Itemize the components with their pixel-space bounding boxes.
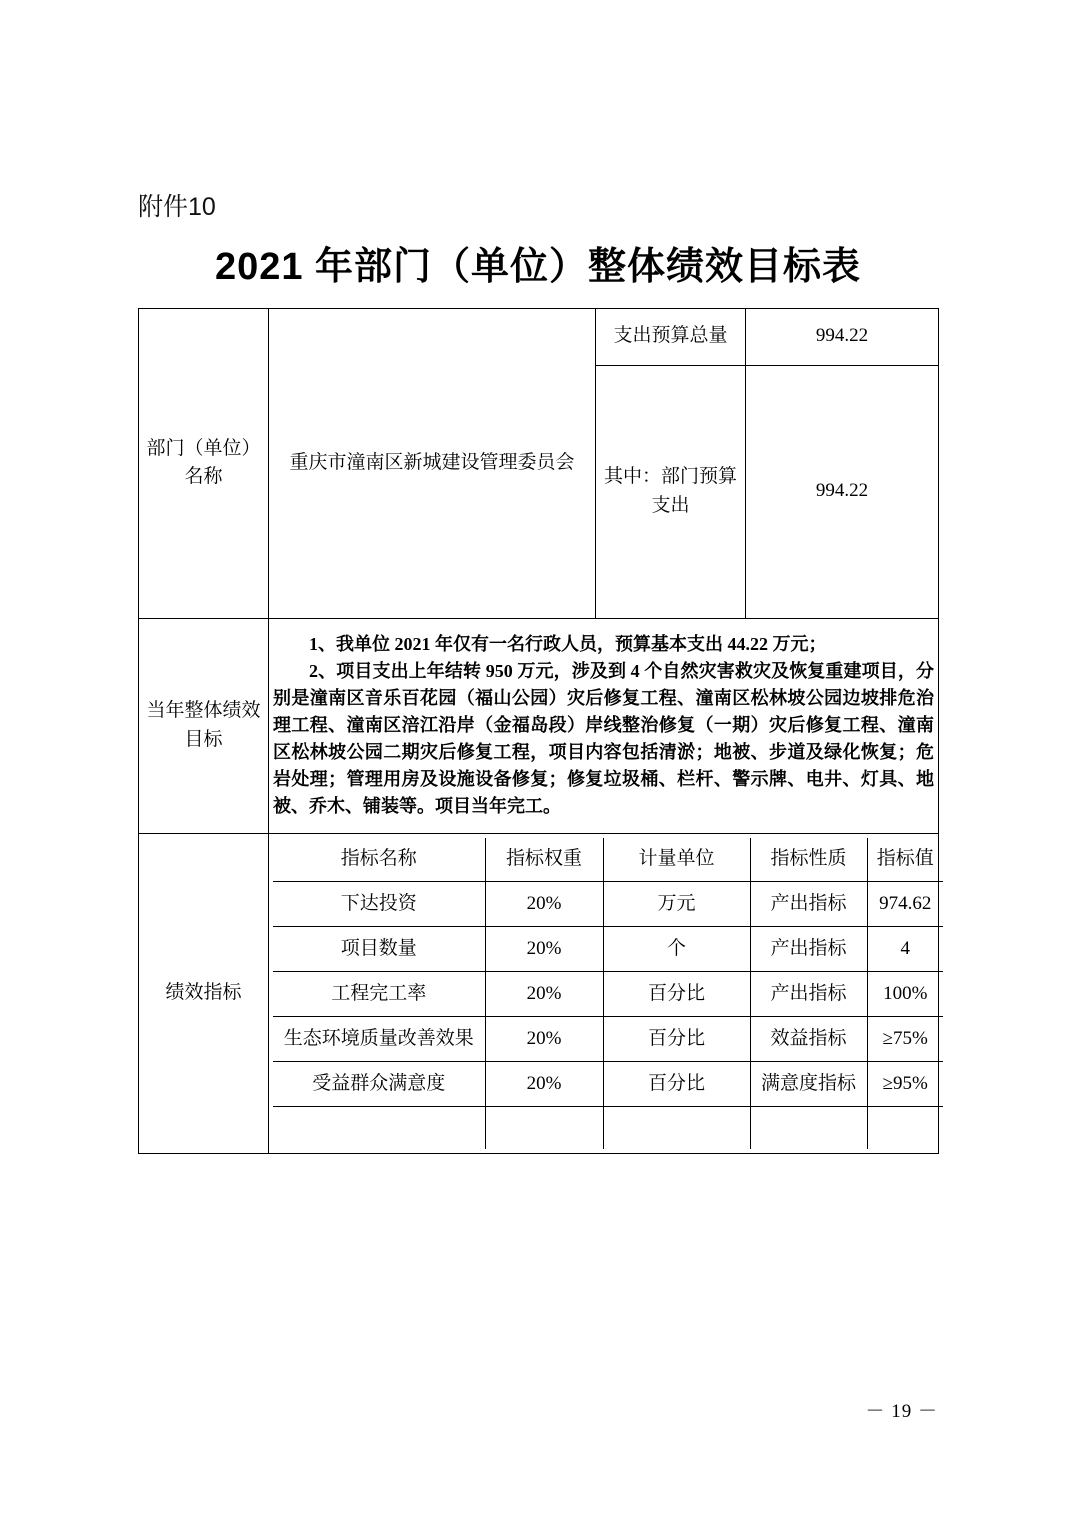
indicator-row <box>273 927 943 972</box>
goals-row <box>139 618 939 833</box>
indicator-value-cell <box>867 1107 943 1149</box>
indicator-weight-cell: 20% <box>485 927 603 972</box>
indicator-unit-cell: 百分比 <box>603 1017 750 1062</box>
indicators-cell <box>269 833 939 1153</box>
indicator-row <box>273 972 943 1017</box>
indicator-header-row <box>273 838 943 882</box>
indicator-name-cell: 项目数量 <box>273 927 485 972</box>
indicator-header-nature: 指标性质 <box>750 838 867 882</box>
indicator-name-cell: 工程完工率 <box>273 972 485 1017</box>
indicators-table <box>273 838 943 1149</box>
indicator-name-cell: 生态环境质量改善效果 <box>273 1017 485 1062</box>
indicator-weight-cell: 20% <box>485 1062 603 1107</box>
indicator-empty-row <box>273 1107 943 1149</box>
indicator-value-cell: 100% <box>867 972 943 1017</box>
indicator-weight-cell: 20% <box>485 972 603 1017</box>
indicator-weight-cell <box>485 1107 603 1149</box>
indicator-unit-cell <box>603 1107 750 1149</box>
indicator-nature-cell: 产出指标 <box>750 927 867 972</box>
indicator-nature-cell: 产出指标 <box>750 972 867 1017</box>
indicator-value-cell: 4 <box>867 927 943 972</box>
indicator-header-value: 指标值 <box>867 838 943 882</box>
indicator-nature-cell: 产出指标 <box>750 882 867 927</box>
indicator-row <box>273 1062 943 1107</box>
indicator-weight-cell: 20% <box>485 1017 603 1062</box>
indicator-row <box>273 1017 943 1062</box>
indicator-unit-cell: 百分比 <box>603 972 750 1017</box>
indicator-value-cell: 974.62 <box>867 882 943 927</box>
indicators-label-cell: 绩效指标 <box>139 833 269 1153</box>
indicator-value-cell: ≥75% <box>867 1017 943 1062</box>
goals-paragraph-1: 1、我单位 2021 年仅有一名行政人员，预算基本支出 44.22 万元； <box>309 634 827 654</box>
indicator-value-cell: ≥95% <box>867 1062 943 1107</box>
indicator-unit-cell: 个 <box>603 927 750 972</box>
indicator-weight-cell: 20% <box>485 882 603 927</box>
dept-budget-value-cell: 994.22 <box>746 365 939 618</box>
indicator-name-cell: 受益群众满意度 <box>273 1062 485 1107</box>
dept-budget-label-cell: 其中：部门预算支出 <box>596 365 746 618</box>
goals-paragraph-2: 2、项目支出上年结转 950 万元，涉及到 4 个自然灾害救灾及恢复重建项目，分别是潼南区音乐百花园（福山公园）灾后修复工程、潼南区松林坡公园边坡排危治理工程、潼南区涪江沿岸（金福岛段）岸线整治修复（一期）灾后修复工程、潼南区松林坡公园二期灾后修复工程，项目内容包括清淤；地被、步道及绿化恢复；危岩处理；管理用房及设施设备修复；修复垃圾桶、栏杆、警示牌、电井、灯具、地被、乔木、铺装等。项目当年完工。 <box>273 661 934 816</box>
indicator-row <box>273 882 943 927</box>
goals-text-cell <box>269 618 939 833</box>
indicators-row <box>139 833 939 1153</box>
indicator-header-weight: 指标权重 <box>485 838 603 882</box>
budget-total-row <box>139 308 939 365</box>
indicator-unit-cell: 万元 <box>603 882 750 927</box>
indicator-nature-cell <box>750 1107 867 1149</box>
indicator-nature-cell: 效益指标 <box>750 1017 867 1062</box>
indicator-header-name: 指标名称 <box>273 838 485 882</box>
indicator-header-unit: 计量单位 <box>603 838 750 882</box>
performance-table <box>138 308 939 1154</box>
indicator-name-cell <box>273 1107 485 1149</box>
indicator-name-cell: 下达投资 <box>273 882 485 927</box>
goals-label-cell: 当年整体绩效目标 <box>139 618 269 833</box>
budget-total-value-cell: 994.22 <box>746 308 939 365</box>
indicator-nature-cell: 满意度指标 <box>750 1062 867 1107</box>
indicator-unit-cell: 百分比 <box>603 1062 750 1107</box>
attachment-label: 附件10 <box>138 193 216 221</box>
department-name-label-cell: 部门（单位）名称 <box>139 308 269 618</box>
budget-total-label-cell: 支出预算总量 <box>596 308 746 365</box>
department-name-cell: 重庆市潼南区新城建设管理委员会 <box>269 308 596 618</box>
page-number: － 19 － <box>865 1401 938 1422</box>
page-title: 2021 年部门（单位）整体绩效目标表 <box>214 246 862 288</box>
